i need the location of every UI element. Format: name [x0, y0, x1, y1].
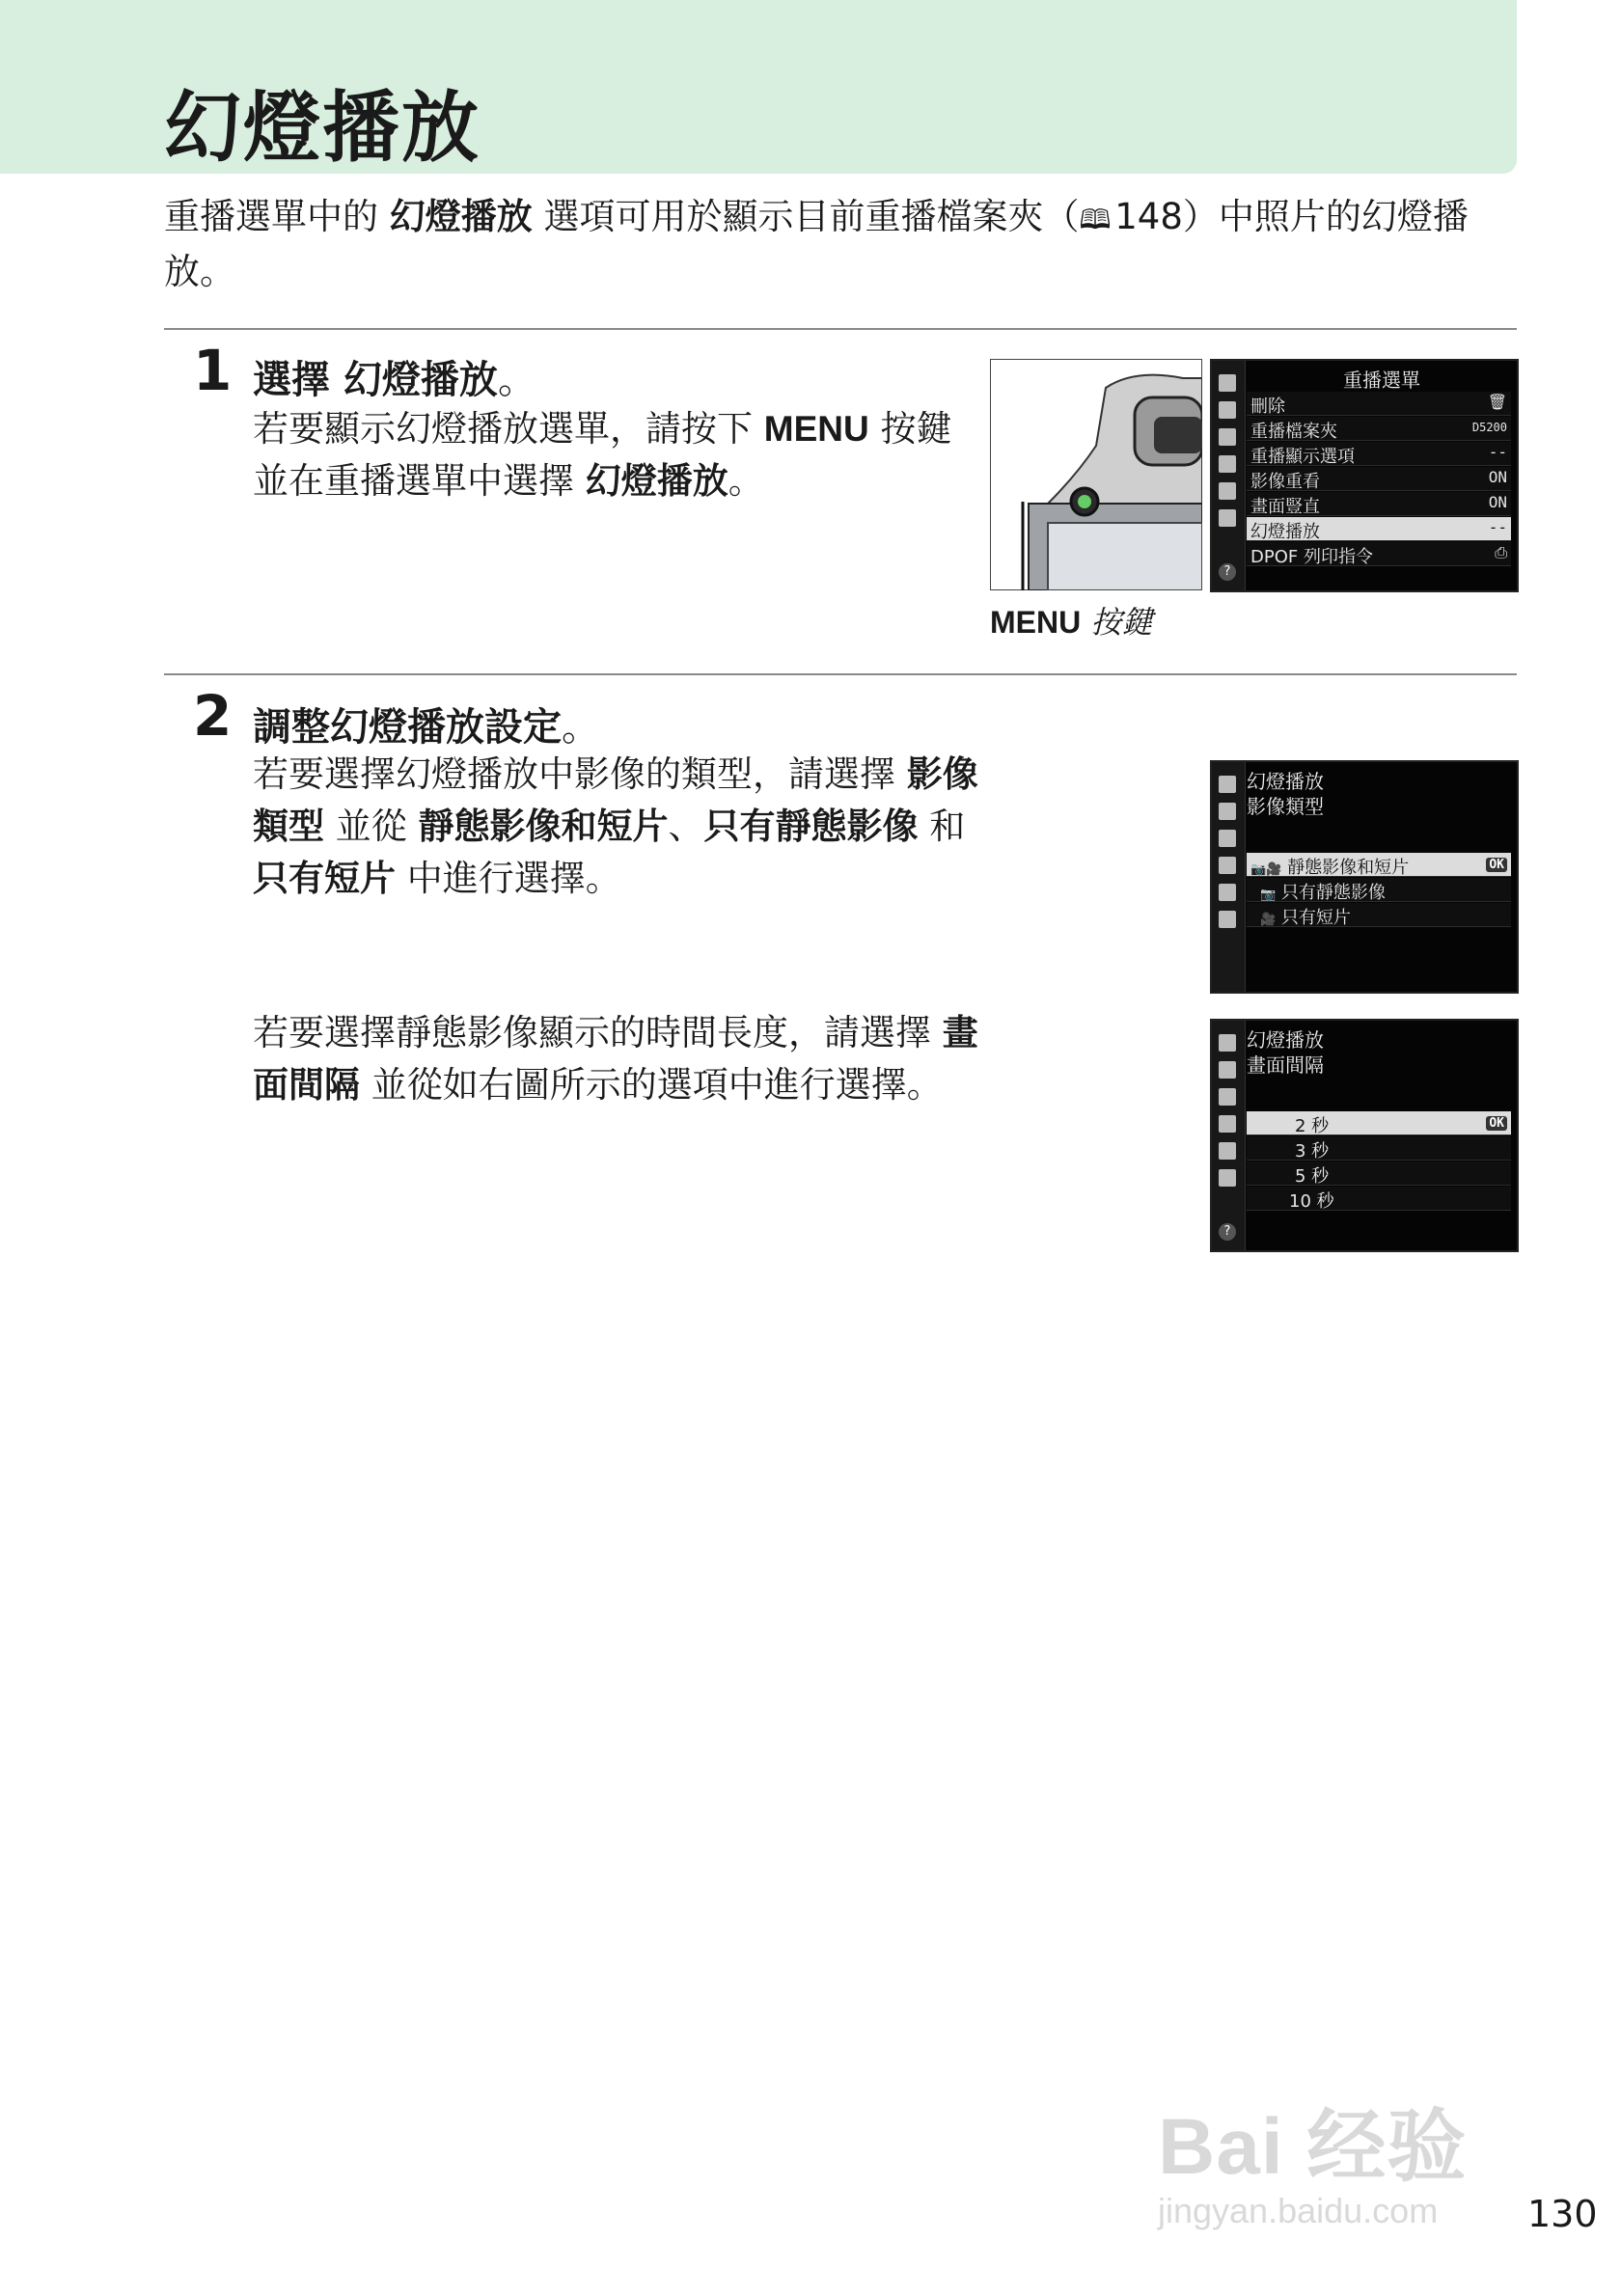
- ok-badge-wrap: [1486, 854, 1507, 872]
- step-title-text: 。: [497, 358, 536, 402]
- ok-badge: OK: [1486, 1116, 1507, 1131]
- menu-button-caption: [990, 598, 1152, 642]
- option[interactable]: [1247, 1136, 1511, 1161]
- step-body: [253, 1007, 996, 1111]
- wrench-icon[interactable]: [1219, 857, 1236, 874]
- menu-sidebar: [1212, 1021, 1246, 1250]
- menu-title: 幻燈播放: [1247, 770, 1324, 793]
- divider: [164, 673, 1517, 675]
- step-body-bold: 只有短片: [253, 858, 396, 899]
- watermark-url: jingyan.baidu.com: [1158, 2191, 1439, 2230]
- step-body-text: 。: [728, 460, 764, 502]
- option-label: 靜態影像和短片: [1287, 858, 1410, 878]
- step-title: [253, 349, 536, 404]
- page-title: 幻燈播放: [164, 83, 481, 173]
- menu-title: 重播選單: [1343, 369, 1420, 392]
- menu-item-label: 刪除: [1250, 396, 1285, 417]
- step-body-text: 、: [668, 806, 704, 847]
- option-label: 只有靜態影像: [1280, 883, 1386, 903]
- step-body-text: 按鍵並在重播選單中選擇: [253, 408, 952, 502]
- step-body: [253, 749, 996, 905]
- menu-item-label: 重播檔案夾: [1250, 422, 1337, 442]
- menu-item-value: ON: [1488, 493, 1507, 511]
- menu-item[interactable]: [1247, 467, 1511, 491]
- step-number: 1: [193, 338, 233, 403]
- retouch-icon[interactable]: [1219, 884, 1236, 901]
- camera-movie-icon: 📷🎥: [1250, 862, 1282, 877]
- menu-item-label: 幻燈播放: [1250, 522, 1320, 542]
- step-title-text: 。: [562, 705, 600, 750]
- option-label: 2 秒: [1295, 1116, 1330, 1136]
- baidu-watermark: [1158, 2084, 1467, 2231]
- menu-item[interactable]: [1247, 442, 1511, 466]
- watermark-main: Bai 经验: [1158, 2103, 1468, 2191]
- menu-item[interactable]: [1247, 417, 1511, 441]
- step-body-bold: 影像類型: [253, 753, 978, 847]
- ok-badge-wrap: [1486, 1112, 1507, 1131]
- step-title-text: 選擇: [253, 358, 343, 402]
- step-body-text: 和: [918, 806, 966, 847]
- print-icon: ⎙: [1495, 543, 1507, 561]
- menu-item-value: ON: [1488, 468, 1507, 486]
- recent-settings-icon[interactable]: [1219, 911, 1236, 928]
- option-content: [1260, 904, 1351, 929]
- trash-icon: 🗑: [1487, 393, 1507, 411]
- step-body-text: 若要選擇幻燈播放中影像的類型，請選擇: [253, 753, 907, 795]
- help-icon[interactable]: ?: [1219, 563, 1236, 581]
- help-icon[interactable]: ?: [1219, 1223, 1236, 1241]
- image-type-screen: [1210, 760, 1519, 994]
- step-body-bold: 畫面間隔: [253, 1012, 978, 1106]
- pencil-icon[interactable]: [1219, 428, 1236, 446]
- camera-icon: 📷: [1260, 888, 1277, 902]
- wrench-icon[interactable]: [1219, 455, 1236, 473]
- step-body-text: 並從: [324, 806, 419, 847]
- pencil-icon[interactable]: [1219, 830, 1236, 847]
- step-body: [253, 403, 975, 507]
- intro-page-ref[interactable]: 148: [1114, 196, 1183, 237]
- menu-item-label: 畫面豎直: [1250, 497, 1320, 517]
- menu-item[interactable]: [1247, 542, 1511, 566]
- retouch-icon[interactable]: [1219, 1142, 1236, 1160]
- camera-icon[interactable]: [1219, 401, 1236, 419]
- intro-text: ）中照片的幻燈播放。: [164, 196, 1469, 292]
- menu-item-selected[interactable]: [1247, 517, 1511, 541]
- menu-item-label: 影像重看: [1250, 472, 1320, 492]
- step-title: [253, 697, 600, 752]
- step-body-text: 若要選擇靜態影像顯示的時間長度，請選擇: [253, 1012, 943, 1053]
- menu-item-value: --: [1488, 443, 1507, 461]
- menu-subtitle: 畫面間隔: [1247, 1053, 1324, 1077]
- option[interactable]: [1247, 903, 1511, 927]
- caption-text: 按鍵: [1090, 604, 1153, 641]
- frame-interval-screen: [1210, 1019, 1519, 1252]
- intro-text: 重播選單中的: [164, 196, 390, 237]
- option-content: [1250, 854, 1409, 879]
- divider: [164, 328, 1517, 330]
- step-title-bold: 幻燈播放: [343, 358, 498, 402]
- step-number: 2: [193, 683, 233, 749]
- intro-text: 選項可用於顯示目前重播檔案夾（: [532, 196, 1080, 237]
- step-body-text: 若要顯示幻燈播放選單，請按下: [253, 408, 764, 450]
- option-content: [1260, 879, 1386, 904]
- menu-sidebar: [1212, 762, 1246, 992]
- step-body-bold: 只有靜態影像: [703, 806, 919, 847]
- page-number: 130: [1527, 2193, 1598, 2235]
- step-body-text: 並從如右圖所示的選項中進行選擇。: [360, 1064, 943, 1106]
- option[interactable]: [1247, 878, 1511, 902]
- playback-icon[interactable]: [1219, 1034, 1236, 1052]
- camera-back-illustration: [990, 359, 1202, 590]
- playback-icon[interactable]: [1219, 374, 1236, 392]
- step-body-bold: 幻燈播放: [585, 460, 728, 502]
- retouch-icon[interactable]: [1219, 482, 1236, 500]
- caption-key: MENU: [990, 605, 1082, 640]
- recent-settings-icon[interactable]: [1219, 509, 1236, 527]
- menu-item[interactable]: [1247, 492, 1511, 516]
- intro-bold: 幻燈播放: [389, 196, 533, 237]
- option-label: 10 秒: [1289, 1191, 1334, 1212]
- pencil-icon[interactable]: [1219, 1088, 1236, 1106]
- step-title-text: 調整幻燈播放設定: [253, 705, 562, 750]
- option[interactable]: [1247, 1162, 1511, 1186]
- recent-settings-icon[interactable]: [1219, 1169, 1236, 1187]
- menu-item-label: DPOF 列印指令: [1250, 547, 1373, 567]
- option-label: 5 秒: [1295, 1166, 1330, 1187]
- menu-item-value: --: [1488, 518, 1507, 536]
- book-icon: 🕮: [1079, 204, 1112, 235]
- option-selected[interactable]: [1247, 1111, 1511, 1135]
- option-label: 只有短片: [1280, 908, 1351, 928]
- playback-icon[interactable]: [1219, 776, 1236, 793]
- option-selected[interactable]: [1247, 853, 1511, 877]
- menu-item[interactable]: [1247, 392, 1511, 416]
- menu-item-value: D5200: [1471, 421, 1507, 434]
- step-body-text: 中進行選擇。: [396, 858, 621, 899]
- wrench-icon[interactable]: [1219, 1115, 1236, 1133]
- menu-item-label: 重播顯示選項: [1250, 447, 1355, 467]
- movie-icon: 🎥: [1260, 913, 1277, 927]
- menu-sidebar: [1212, 361, 1246, 590]
- camera-icon[interactable]: [1219, 803, 1236, 820]
- playback-menu-screen: [1210, 359, 1519, 592]
- step-body-bold: 靜態影像和短片: [418, 806, 669, 847]
- ok-badge: OK: [1486, 858, 1507, 872]
- menu-key-label: MENU: [763, 409, 869, 449]
- intro-paragraph: [164, 191, 1525, 298]
- option-label: 3 秒: [1295, 1141, 1330, 1162]
- option[interactable]: [1247, 1187, 1511, 1211]
- menu-title: 幻燈播放: [1247, 1028, 1324, 1052]
- menu-subtitle: 影像類型: [1247, 795, 1324, 818]
- camera-icon[interactable]: [1219, 1061, 1236, 1079]
